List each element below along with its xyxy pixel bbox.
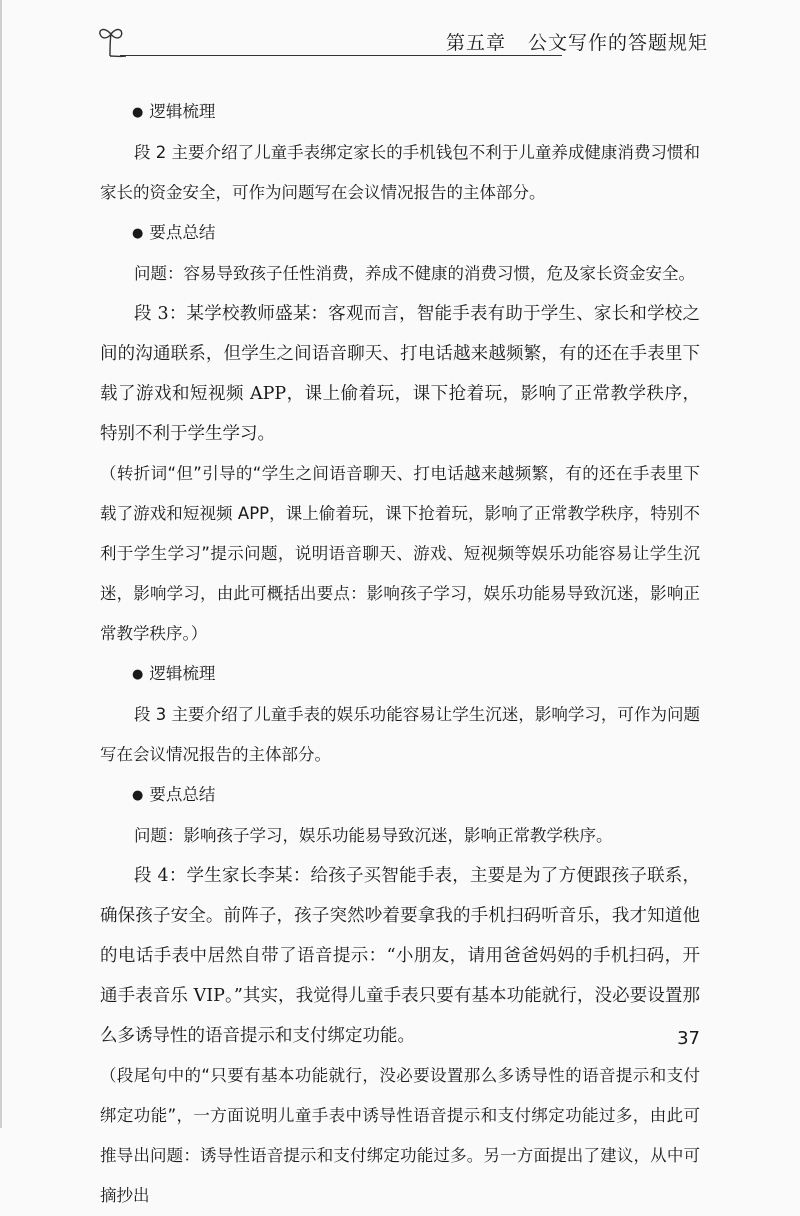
leaf-ornament-icon	[96, 24, 126, 58]
bullet-dot-icon: ●	[132, 788, 144, 803]
summary-paragraph: 问题：影响孩子学习，娱乐功能易导致沉迷，影响正常教学秩序。	[134, 826, 613, 845]
page-header	[88, 20, 708, 60]
body-text	[100, 92, 700, 1216]
analysis-paragraph: （转折词“但”引导的“学生之间语音聊天、打电话越来越频繁，有的还在手表里下载了游戏和短视频 APP，课上偷着玩，课下抢着玩，影响了正常教学秩序，特别不利于学生学习”提示问题，说明语音聊天、游戏、短视频等娱乐功能容易让学生沉迷，影响学习，由此可概括出要点：影响孩子学习，娱乐功能易导致沉迷，影响正常教学秩序。）	[100, 464, 700, 643]
bullet-heading: ● 要点总结	[132, 785, 216, 804]
scan-edge	[0, 0, 2, 1128]
source-paragraph: 段 4：学生家长李某：给孩子买智能手表，主要是为了方便跟孩子联系，确保孩子安全。前阵子，孩子突然吵着要拿我的手机扫码听音乐，我才知道他的电话手表中居然自带了语音提示：“小朋友，请用爸爸妈妈的手机扫码，开通手表音乐 VIP。”其实，我觉得儿童手表只要有基本功能就行，没必要设置那么多诱导性的语音提示和支付绑定功能。	[100, 866, 700, 1046]
bullet-heading: ● 逻辑梳理	[132, 102, 216, 121]
source-paragraph: 段 3：某学校教师盛某：客观而言，智能手表有助于学生、家长和学校之间的沟通联系，但学生之间语音聊天、打电话越来越频繁，有的还在手表里下载了游戏和短视频 APP，课上偷着玩，课下抢着玩，影响了正常教学秩序，特别不利于学生学习。	[100, 304, 700, 444]
summary-paragraph: 问题：容易导致孩子任性消费，养成不健康的消费习惯，危及家长资金安全。	[134, 264, 695, 283]
bullet-dot-icon: ●	[132, 226, 144, 241]
chapter-label: 第五章	[445, 32, 506, 54]
bullet-heading: ● 要点总结	[132, 223, 216, 242]
analysis-paragraph: （段尾句中的“只要有基本功能就行，没必要设置那么多诱导性的语音提示和支付绑定功能”，一方面说明儿童手表中诱导性语音提示和支付绑定功能过多，由此可推导出问题：诱导性语音提示和支付绑定功能过多。另一方面提出了建议，从中可摘抄出	[100, 1066, 700, 1205]
bullet-heading: ● 逻辑梳理	[132, 664, 216, 683]
header-rule	[120, 55, 562, 56]
bullet-dot-icon: ●	[132, 667, 144, 682]
header-text	[446, 28, 708, 55]
logic-paragraph: 段 3 主要介绍了儿童手表的娱乐功能容易让学生沉迷，影响学习，可作为问题写在会议情况报告的主体部分。	[100, 705, 700, 764]
section-title: 公文写作的答题规矩	[527, 32, 708, 54]
logic-paragraph: 段 2 主要介绍了儿童手表绑定家长的手机钱包不利于儿童养成健康消费习惯和家长的资金安全，可作为问题写在会议情况报告的主体部分。	[100, 143, 700, 202]
bullet-dot-icon: ●	[132, 105, 144, 120]
page-number: 37	[677, 1028, 700, 1049]
